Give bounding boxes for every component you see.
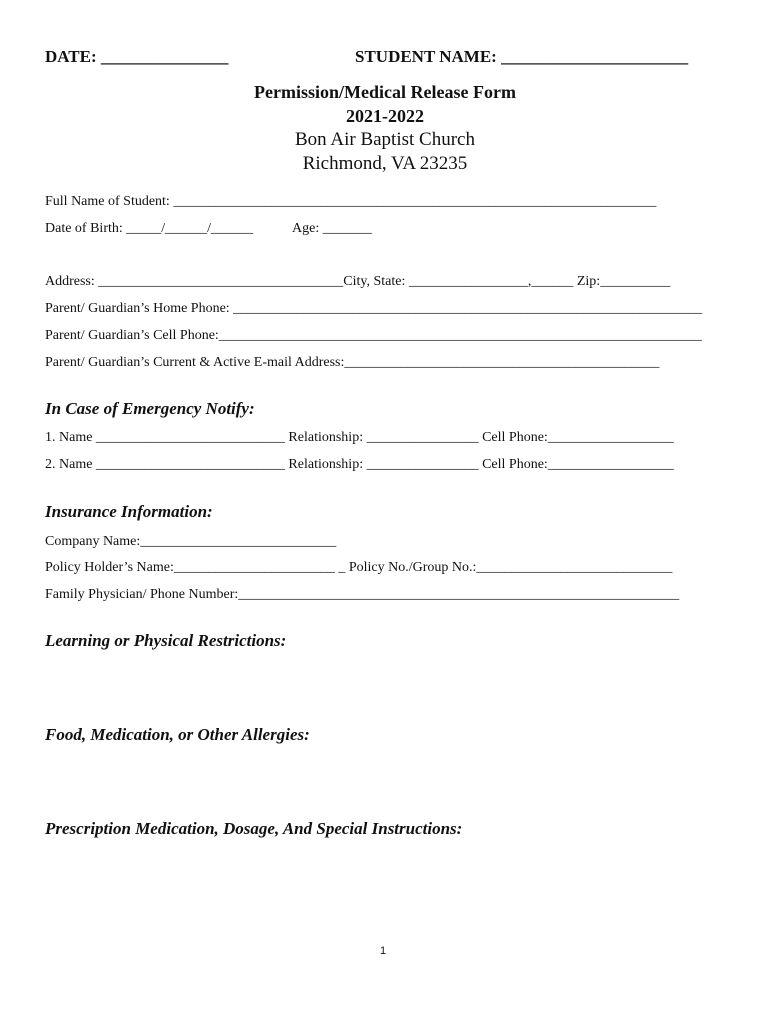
dob-field[interactable]: Date of Birth: _____/______/______ <box>45 221 254 236</box>
form-year: 2021-2022 <box>346 106 424 126</box>
full-name-field[interactable]: Full Name of Student: _____________________________________________________________________ <box>45 194 657 209</box>
company-name-field[interactable]: Company Name:____________________________ <box>45 534 337 549</box>
form-title: Permission/Medical Release Form <box>254 82 516 102</box>
allergies-heading: Food, Medication, or Other Allergies: <box>45 725 310 744</box>
emergency-heading: In Case of Emergency Notify: <box>45 399 255 418</box>
physician-field[interactable]: Family Physician/ Phone Number:_______________________________________________________________ <box>45 587 680 602</box>
student-name-field[interactable]: STUDENT NAME: ______________________ <box>355 47 689 66</box>
emergency-contact-1[interactable]: 1. Name ___________________________ Relationship: ________________ Cell Phone:__________________ <box>45 430 674 445</box>
restrictions-heading: Learning or Physical Restrictions: <box>45 631 287 650</box>
prescription-heading: Prescription Medication, Dosage, And Special Instructions: <box>45 819 463 838</box>
church-location: Richmond, VA 23235 <box>302 153 468 174</box>
emergency-contact-2[interactable]: 2. Name ___________________________ Relationship: ________________ Cell Phone:__________________ <box>45 457 674 472</box>
age-field[interactable]: Age: _______ <box>292 221 372 236</box>
home-phone-field[interactable]: Parent/ Guardian’s Home Phone: ___________________________________________________________________ <box>45 301 703 316</box>
cell-phone-field[interactable]: Parent/ Guardian’s Cell Phone:_____________________________________________________________________ <box>45 328 702 343</box>
policy-field[interactable]: Policy Holder’s Name:_______________________ _ Policy No./Group No.:____________________________ <box>45 560 673 575</box>
email-field[interactable]: Parent/ Guardian’s Current & Active E-mail Address:_____________________________________________ <box>45 355 660 370</box>
page-number: 1 <box>380 945 387 957</box>
insurance-heading: Insurance Information: <box>45 502 213 521</box>
date-field[interactable]: DATE: _______________ <box>45 47 229 66</box>
address-field[interactable]: Address: ___________________________________City, State: _________________,______ Zip:__________ <box>45 274 671 289</box>
church-name: Bon Air Baptist Church <box>295 129 475 150</box>
